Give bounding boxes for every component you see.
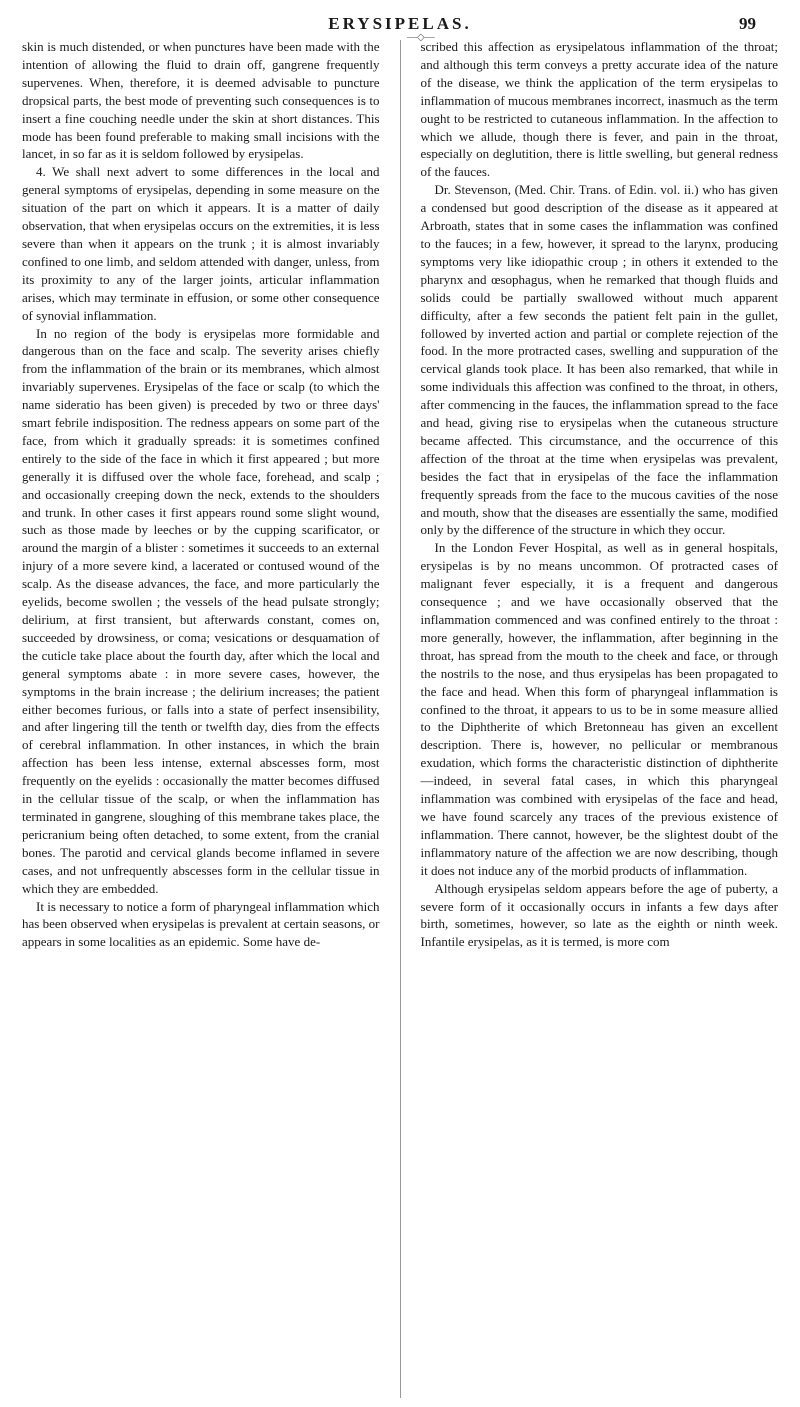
column-divider	[400, 40, 401, 1398]
left-column	[22, 38, 380, 1398]
running-title: ERYSIPELAS.	[328, 14, 472, 33]
paragraph: skin is much distended, or when punctures have been made with the intention of allowing the fluid to drain off, gangrene frequently supervenes. When, therefore, it is deemed advisable to puncture dropsical parts, the best mode of preventing such consequences is to insert a fine couching needle under the skin at short distances. This mode has been found preferable to making small incisions with the lancet, in so far as it is seldom followed by erysipelas.	[22, 39, 380, 162]
header-ornament-icon: —◇—	[407, 32, 435, 43]
page-header	[22, 6, 778, 43]
paragraph: scribed this affection as erysipelatous inflammation of the throat; and although this term conveys a pretty accurate idea of the nature of the disease, we think the application of the term erysipelas to inflammation of mucous membranes incorrect, inasmuch as the term ought to be restricted to cutaneous inflammation. In the affection to which we allude, though there is fever, and pain in the throat, especially on deglutition, there is little swelling, but general redness of the fauces.	[420, 39, 778, 180]
paragraph: 4. We shall next advert to some differences in the local and general symptoms of erysipelas, depending in some measure on the situation of the part on which it appears. It is a matter of daily observation, that when erysipelas occurs on the extremities, it is less severe than when it appears on the trunk ; it is almost invariably confined to one limb, and seldom attended with danger, unless, from its proximity to any of the larger joints, articular inflammation arises, which may terminate in effusion, or some other consequence of synovial inflammation.	[22, 164, 380, 323]
right-column	[420, 38, 778, 1398]
paragraph: Although erysipelas seldom appears before the age of puberty, a severe form of it occasionally occurs in infants a few days after birth, sometimes, however, so late as the eighth or ninth week. Infantile erysipelas, as it is termed, is more com	[420, 880, 778, 950]
paragraph: Dr. Stevenson, (Med. Chir. Trans. of Edin. vol. ii.) who has given a condensed but good description of the disease as it appeared at Arbroath, states that in some cases the inflammation was confined to the fauces; in a few, however, it spread to the larynx, producing symptoms very like idiopathic croup ; in others it extended to the pharynx and œsophagus, when he remarked that though fluids and solids could be partially swallowed without much apparent difficulty, after a few seconds the patient felt pain in the gullet, followed by inverted action and partial or complete rejection of the food. In the more protracted cases, swelling and suppuration of the cervical glands took place. It has been also remarked, that while in some individuals this affection was confined to the throat, in others, after commencing in the fauces, the inflammation spread to the face and head, giving rise to erysipelas when the cutaneous structure became affected. This circumstance, and the occurrence of this affection of the throat at the time when erysipelas was prevalent, besides the fact that in erysipelas of the face the inflammation frequently spreads from the face to the mucous cavities of the nose and mouth, show that the diseases are essentially the same, modified only by the difference of the structure in which they occur.	[420, 182, 778, 538]
paragraph: In the London Fever Hospital, as well as in general hospitals, erysipelas is by no means uncommon. Of protracted cases of malignant fever especially, it is a frequent and dangerous consequence ; and we have occasionally observed that the inflammation commenced and was confined entirely to the throat : more generally, however, the inflammation, after beginning in the throat, has spread from the mouth to the cheek and face, or through the nostrils to the nose, and thus erysipelas has been propagated to the face and head. When this form of pharyngeal inflammation is confined to the throat, it appears to us to be in some measure allied to the Diphtherite of which Bretonneau has given an excellent description. There is, however, no pellicular or membranous exudation, which forms the characteristic distinction of diphtherite—indeed, in several fatal cases, in which this pharyngeal inflammation was combined with erysipelas of the face and head, we have found scarcely any traces of the previous existence of inflammation. There cannot, however, be the slightest doubt of the inflammatory nature of the affection we are now describing, though it does not induce any of the morbid products of inflammation.	[420, 540, 778, 878]
page-number: 99	[739, 14, 756, 33]
paragraph: It is necessary to notice a form of pharyngeal inflammation which has been observed when erysipelas is prevalent at certain seasons, or appears in some localities as an epidemic. Some have de-	[22, 898, 380, 950]
text-columns	[22, 38, 778, 1398]
paragraph: In no region of the body is erysipelas more formidable and dangerous than on the face and scalp. The severity arises chiefly from the inflammation of the brain or its membranes, which almost invariably supervenes. Erysipelas of the face or scalp (to which the name sideratio has been given) is preceded by two or three days' smart febrile indisposition. The redness appears on some part of the face, from which it gradually spreads: it is sometimes confined entirely to the side of the face in which it first appeared ; but more generally it is diffused over the whole face, forehead, and scalp ; and occasionally creeping down the neck, extends to the shoulders and trunk. In other cases it first appears round some slight wound, such as those made by leeches or by the cupping scarificator, or around the margin of a blister : sometimes it succeeds to an external injury of a more severe kind, a lacerated or contused wound of the scalp. As the disease advances, the face, and more particularly the eyelids, become swollen ; the vessels of the head pulsate strongly; delirium, at first transient, but afterwards constant, comes on, succeeded by drowsiness, or coma; vesications or desquamation of the cuticle take place about the fourth day, after which the local and general symptoms abate : in more severe cases, however, the symptoms in the brain increase ; the delirium increases; the patient either becomes furious, or falls into a state of perfect insensibility, and after lingering till the tenth or twelfth day, dies from the effects of cerebral inflammation. In other instances, in which the brain affection has been less intense, external abscesses form, most frequently on the eyelids : occasionally the matter becomes diffused in the cellular tissue of the scalp, or when the inflammation has terminated in gangrene, sloughing of this membrane takes place, the pericranium being often detached, to some extent, from the cranial bones. The parotid and cervical glands become inflamed in severe cases, and not unfrequently abscesses form in the cellular tissue in which they are embedded.	[22, 325, 380, 896]
